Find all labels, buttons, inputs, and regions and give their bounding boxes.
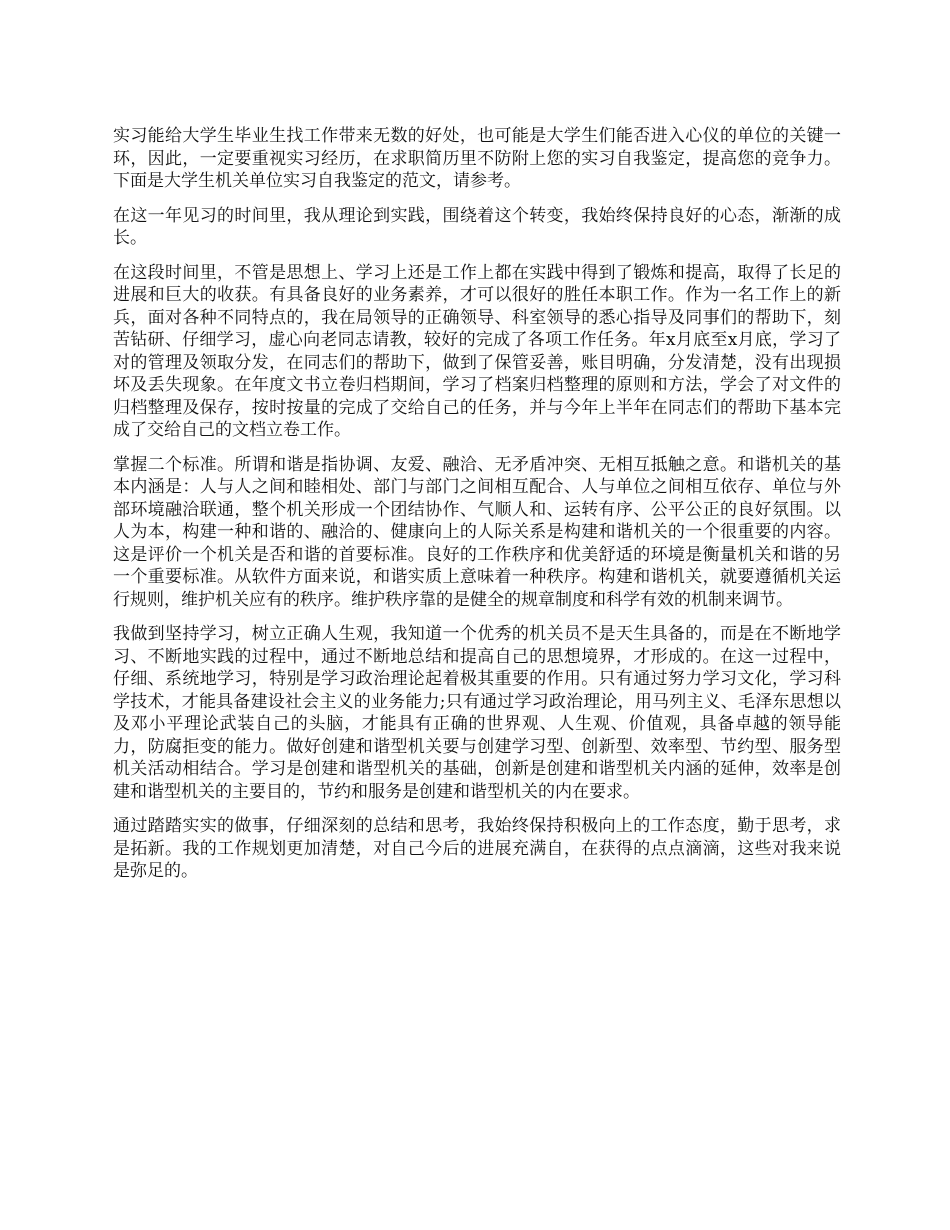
- paragraph-intro: 实习能给大学生毕业生找工作带来无数的好处，也可能是大学生们能否进入心仪的单位的关键一环，因此，一定要重视实习经历，在求职简历里不防附上您的实习自我鉴定，提高您的竞争力。下面是大学生机关单位实习自我鉴定的范文，请参考。: [113, 126, 841, 191]
- paragraph-conclusion: 通过踏踏实实的做事，仔细深刻的总结和思考，我始终保持积极向上的工作态度，勤于思考，求是拓新。我的工作规划更加清楚，对自己今后的进展充满自，在获得的点点滴滴，这些对我来说是弥足的。: [113, 816, 841, 881]
- paragraph-work-experience: 在这段时间里，不管是思想上、学习上还是工作上都在实践中得到了锻炼和提高，取得了长足的进展和巨大的收获。有具备良好的业务素养，才可以很好的胜任本职工作。作为一名工作上的新兵，面对各种不同特点的，我在局领导的正确领导、科室领导的悉心指导及同事们的帮助下，刻苦钻研、仔细学习，虚心向老同志请教，较好的完成了各项工作任务。年x月底至x月底，学习了对的管理及领取分发，在同志们的帮助下，做到了保管妥善，账目明确，分发清楚，没有出现损坏及丢失现象。在年度文书立卷归档期间，学习了档案归档整理的原则和方法，学会了对文件的归档整理及保存，按时按量的完成了交给自己的任务，并与今年上半年在同志们的帮助下基本完成了交给自己的文档立卷工作。: [113, 262, 841, 440]
- paragraph-growth: 在这一年见习的时间里，我从理论到实践，围绕着这个转变，我始终保持良好的心态，渐渐的成长。: [113, 205, 841, 248]
- paragraph-study: 我做到坚持学习，树立正确人生观，我知道一个优秀的机关员不是天生具备的，而是在不断地学习、不断地实践的过程中，通过不断地总结和提高自己的思想境界，才形成的。在这一过程中，仔细、系统地学习，特别是学习政治理论起着极其重要的作用。只有通过努力学习文化，学习科学技术，才能具备建设社会主义的业务能力;只有通过学习政治理论，用马列主义、毛泽东思想以及邓小平理论武装自己的头脑，才能具有正确的世界观、人生观、价值观，具备卓越的领导能力，防腐拒变的能力。做好创建和谐型机关要与创建学习型、创新型、效率型、节约型、服务型机关活动相结合。学习是创建和谐型机关的基础，创新是创建和谐型机关内涵的延伸，效率是创建和谐型机关的主要目的，节约和服务是创建和谐型机关的内在要求。: [113, 624, 841, 802]
- paragraph-harmony-standards: 掌握二个标准。所谓和谐是指协调、友爱、融洽、无矛盾冲突、无相互抵触之意。和谐机关的基本内涵是：人与人之间和睦相处、部门与部门之间相互配合、人与单位之间相互依存、单位与外部环境融洽联通，整个机关形成一个团结协作、气顺人和、运转有序、公平公正的良好氛围。以人为本，构建一种和谐的、融洽的、健康向上的人际关系是构建和谐机关的一个很重要的内容。这是评价一个机关是否和谐的首要标准。良好的工作秩序和优美舒适的环境是衡量机关和谐的另一个重要标准。从软件方面来说，和谐实质上意味着一种秩序。构建和谐机关，就要遵循机关运行规则，维护机关应有的秩序。维护秩序靠的是健全的规章制度和科学有效的机制来调节。: [113, 454, 841, 610]
- document-body: [113, 125, 841, 895]
